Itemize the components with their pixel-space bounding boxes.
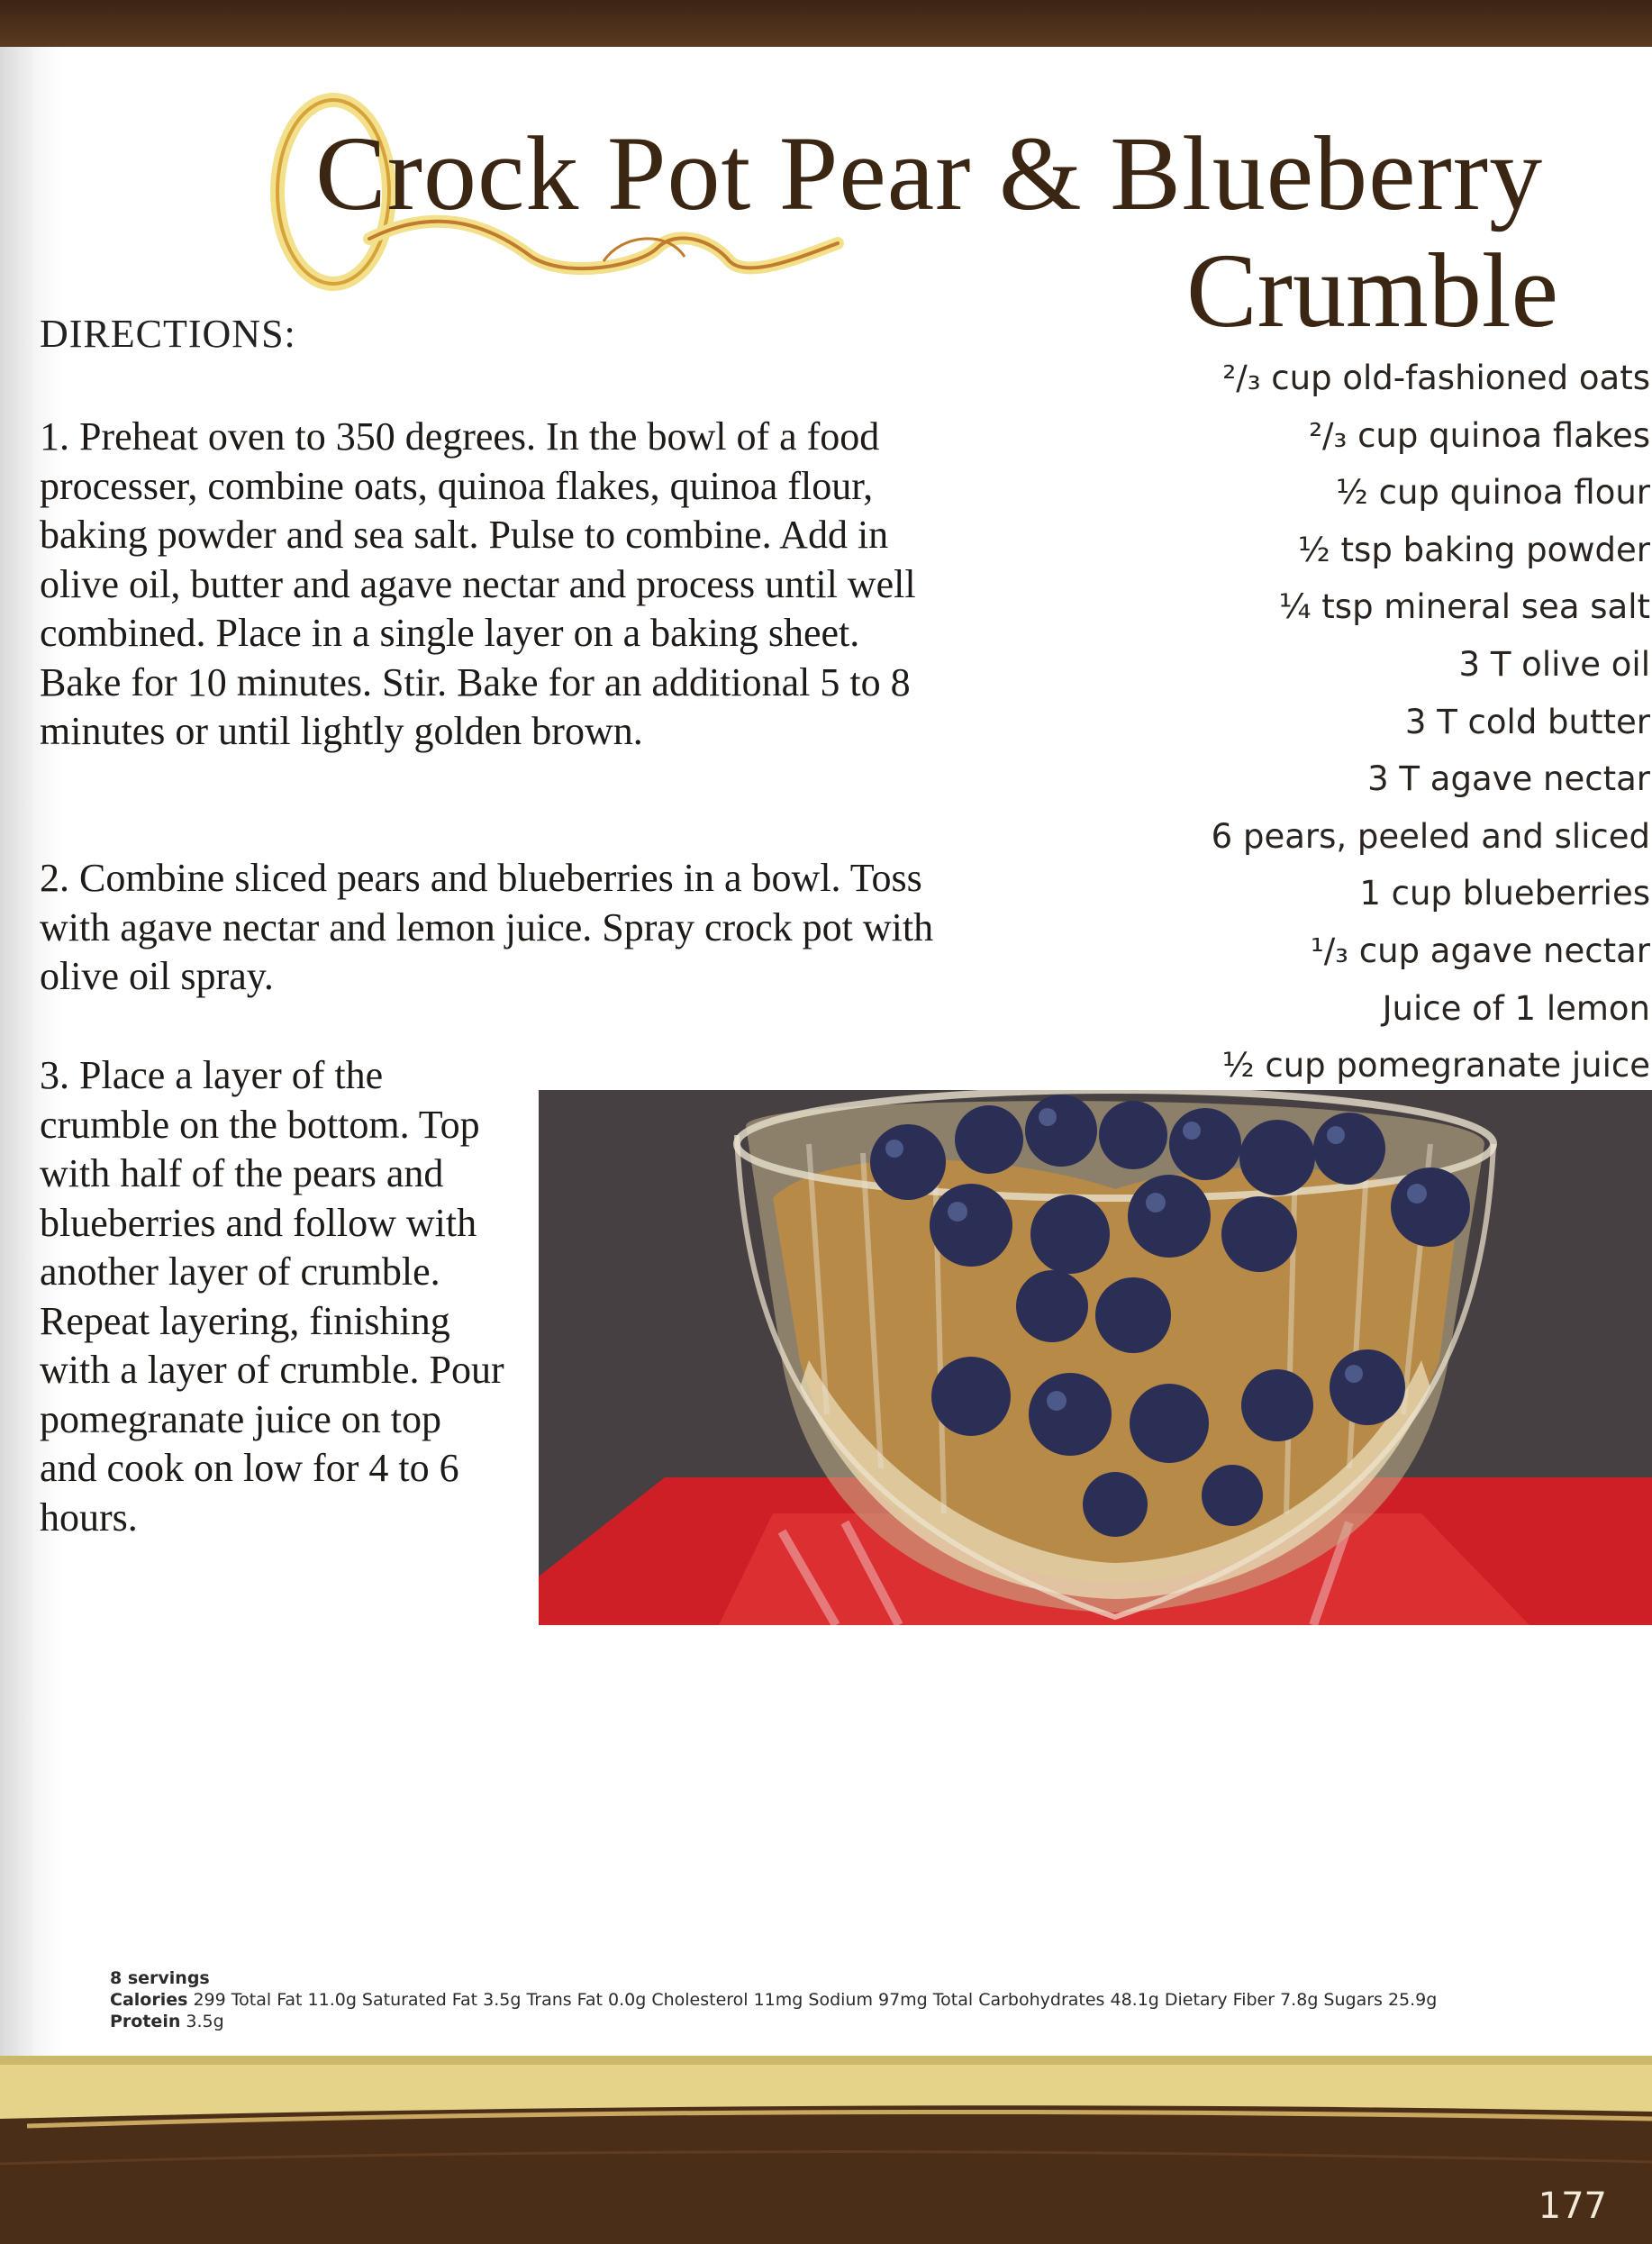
- title-line-1: Crock Pot Pear & Blueberry: [315, 114, 1544, 232]
- ingredient-list: [1002, 350, 1650, 1095]
- ingredient-item: ¼ tsp mineral sea salt: [1278, 587, 1650, 627]
- nutrition-details: Total Fat 11.0g Saturated Fat 3.5g Trans Fat 0.0g Cholesterol 11mg Sodium 97mg Total Carbohydrates 48.1g Dietary Fiber 7.8g Sugars 25.9g: [231, 1990, 1438, 2010]
- footer-band: [0, 2056, 1652, 2244]
- nutrition-info: [110, 1967, 1551, 2032]
- direction-step-3: 3. Place a layer of the crumble on the bottom. Top with half of the pears and blueberries and follow with another layer of crumble. Repeat layering, finishing with a layer of crumble. Pour pomegranate juice on top and cook on low for 4 to 6 hours.: [40, 1053, 504, 1540]
- title-block: [261, 77, 1648, 350]
- calories-value: 299: [193, 1990, 226, 2010]
- ingredient-item: ½ tsp baking powder: [1297, 530, 1650, 569]
- calories-label: Calories: [110, 1990, 188, 2010]
- ingredient-item: ½ cup quinoa flour: [1335, 473, 1650, 513]
- ingredient-item: ¹/₃ cup agave nectar: [1310, 931, 1650, 970]
- ingredient-item: 3 T agave nectar: [1367, 759, 1650, 799]
- directions-heading: DIRECTIONS:: [40, 312, 296, 356]
- bowl-illustration: [539, 1090, 1652, 1625]
- ingredient-item: 3 T olive oil: [1458, 644, 1650, 684]
- ingredient-item: 6 pears, peeled and sliced: [1211, 816, 1650, 856]
- direction-step-1: 1. Preheat oven to 350 degrees. In the bowl of a food processer, combine oats, quinoa flakes, quinoa flour, baking powder and sea salt. Pulse to combine. Add in olive oil, butter and agave nectar and process until well combined. Place in a single layer on a baking sheet. Bake for 10 minutes. Stir. Bake for an additional 5 to 8 minutes or until lightly golden brown.: [40, 414, 916, 753]
- ingredient-item: ½ cup pomegranate juice: [1221, 1046, 1650, 1086]
- ingredient-item: ²/₃ cup quinoa flakes: [1309, 415, 1650, 455]
- top-brown-band: [0, 0, 1652, 47]
- title-line-2: Crumble: [1186, 232, 1558, 350]
- ingredient-item: 1 cup blueberries: [1359, 874, 1650, 913]
- direction-step-2: 2. Combine sliced pears and blueberries in a bowl. Toss with agave nectar and lemon juice. Spray crock pot with olive oil spray.: [40, 856, 934, 998]
- protein-value: 3.5g: [186, 2012, 224, 2031]
- protein-label: Protein: [110, 2012, 181, 2031]
- ingredient-item: ²/₃ cup old-fashioned oats: [1222, 359, 1650, 397]
- crumble-bowl-photo: [539, 1090, 1652, 1625]
- ingredient-item: Juice of 1 lemon: [1382, 988, 1650, 1028]
- servings-text: 8 servings: [110, 1968, 210, 1988]
- ingredient-item: 3 T cold butter: [1404, 702, 1650, 741]
- page-number: 177: [1538, 2185, 1607, 2227]
